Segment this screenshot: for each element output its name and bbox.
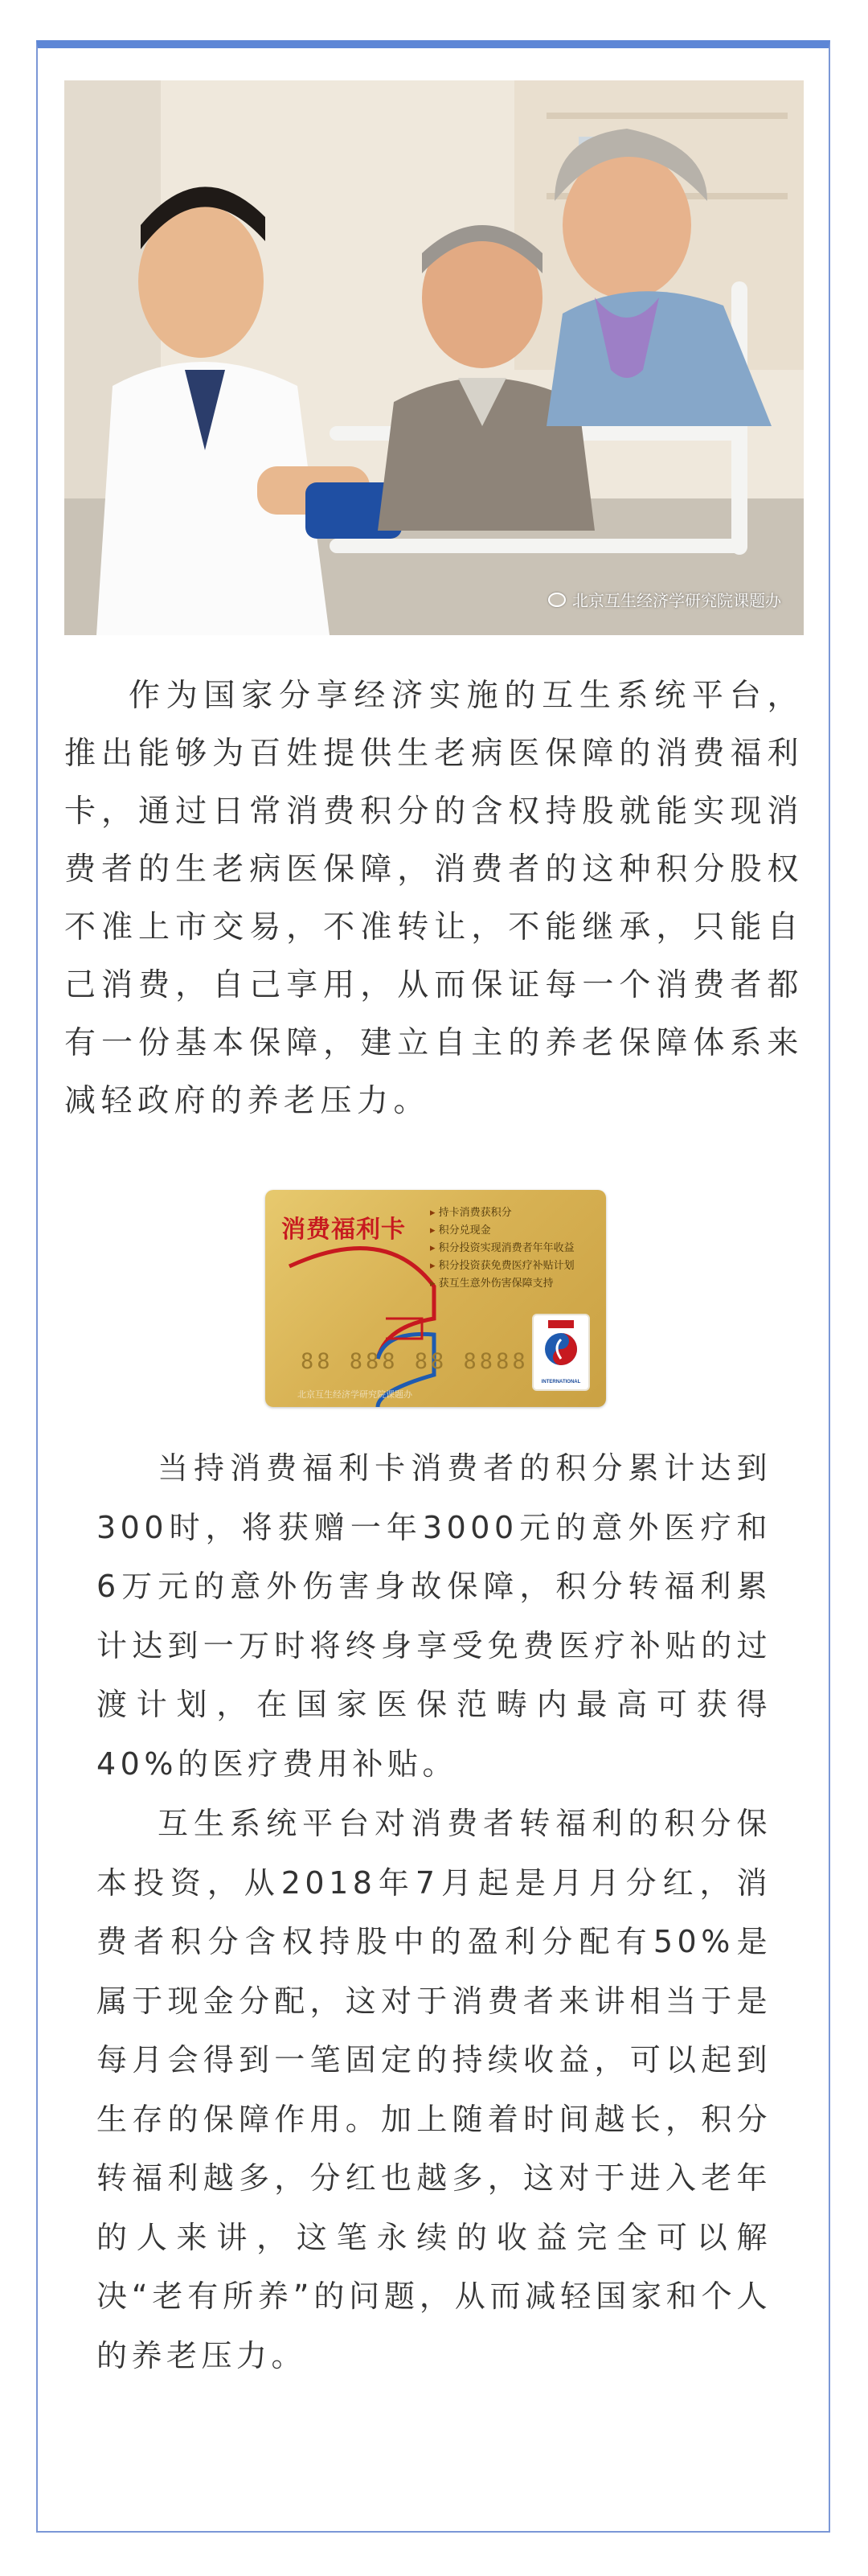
card-logo-icon xyxy=(534,1315,588,1372)
card-watermark: 北京互生经济学研究院课题办 xyxy=(297,1389,412,1400)
card-bank-logo xyxy=(532,1314,590,1391)
photo-watermark xyxy=(548,588,781,611)
card-feature: ▸ 积分投资获免费医疗补贴计划 xyxy=(430,1257,575,1275)
card-feature: ▸ 获互生意外伤害保障支持 xyxy=(430,1275,575,1293)
card-number: 88 888 88 8888 xyxy=(301,1349,529,1374)
card-feature: ▸ 积分投资实现消费者年年收益 xyxy=(430,1240,575,1257)
intro-paragraph: 作为国家分享经济实施的互生系统平台，推出能够为百姓提供生老病医保障的消费福利卡，通过日常消费积分的含权持股就能实现消费者的生老病医保障，消费者的这种积分股权不准上市交易，不准转让，不能继承，只能自己消费，自己享用，从而保证每一个消费者都有一份基本保障，建立自主的养老保障体系来减轻政府的养老压力。 xyxy=(64,678,804,1119)
photo-illustration xyxy=(64,80,804,635)
wechat-icon xyxy=(548,593,566,607)
photo-watermark-text: 北京互生经济学研究院课题办 xyxy=(572,591,781,610)
doctor-elderly-couple-photo xyxy=(64,80,804,635)
card-feature-list xyxy=(430,1204,575,1293)
welfare-card-image xyxy=(265,1190,606,1407)
card-title: 消费福利卡 xyxy=(281,1216,406,1244)
points-paragraph: 当持消费福利卡消费者的积分累计达到300时，将获赠一年3000元的意外医疗和6万元的意外伤害身故保障，积分转福利累计达到一万时将终身享受免费医疗补贴的过渡计划，在国家医保范畴内最高可获得40%的医疗费用补贴。 xyxy=(96,1450,772,1782)
dividends-paragraph: 互生系统平台对消费者转福利的积分保本投资，从2018年7月起是月月分红，消费者积分含权持股中的盈利分配有50%是属于现金分配，这对于消费者来讲相当于是每月会得到一笔固定的持续收益，可以起到生存的保障作用。加上随着时间越长，积分转福利越多，分红也越多，这对于进入老年的人来讲，这笔永续的收益完全可以解决“老有所养”的问题，从而减轻国家和个人的养老压力。 xyxy=(96,1806,772,2373)
card-logo-label: INTERNATIONAL xyxy=(541,1380,581,1384)
card-feature: ▸ 持卡消费获积分 xyxy=(430,1204,575,1222)
card-feature: ▸ 积分兑现金 xyxy=(430,1222,575,1240)
